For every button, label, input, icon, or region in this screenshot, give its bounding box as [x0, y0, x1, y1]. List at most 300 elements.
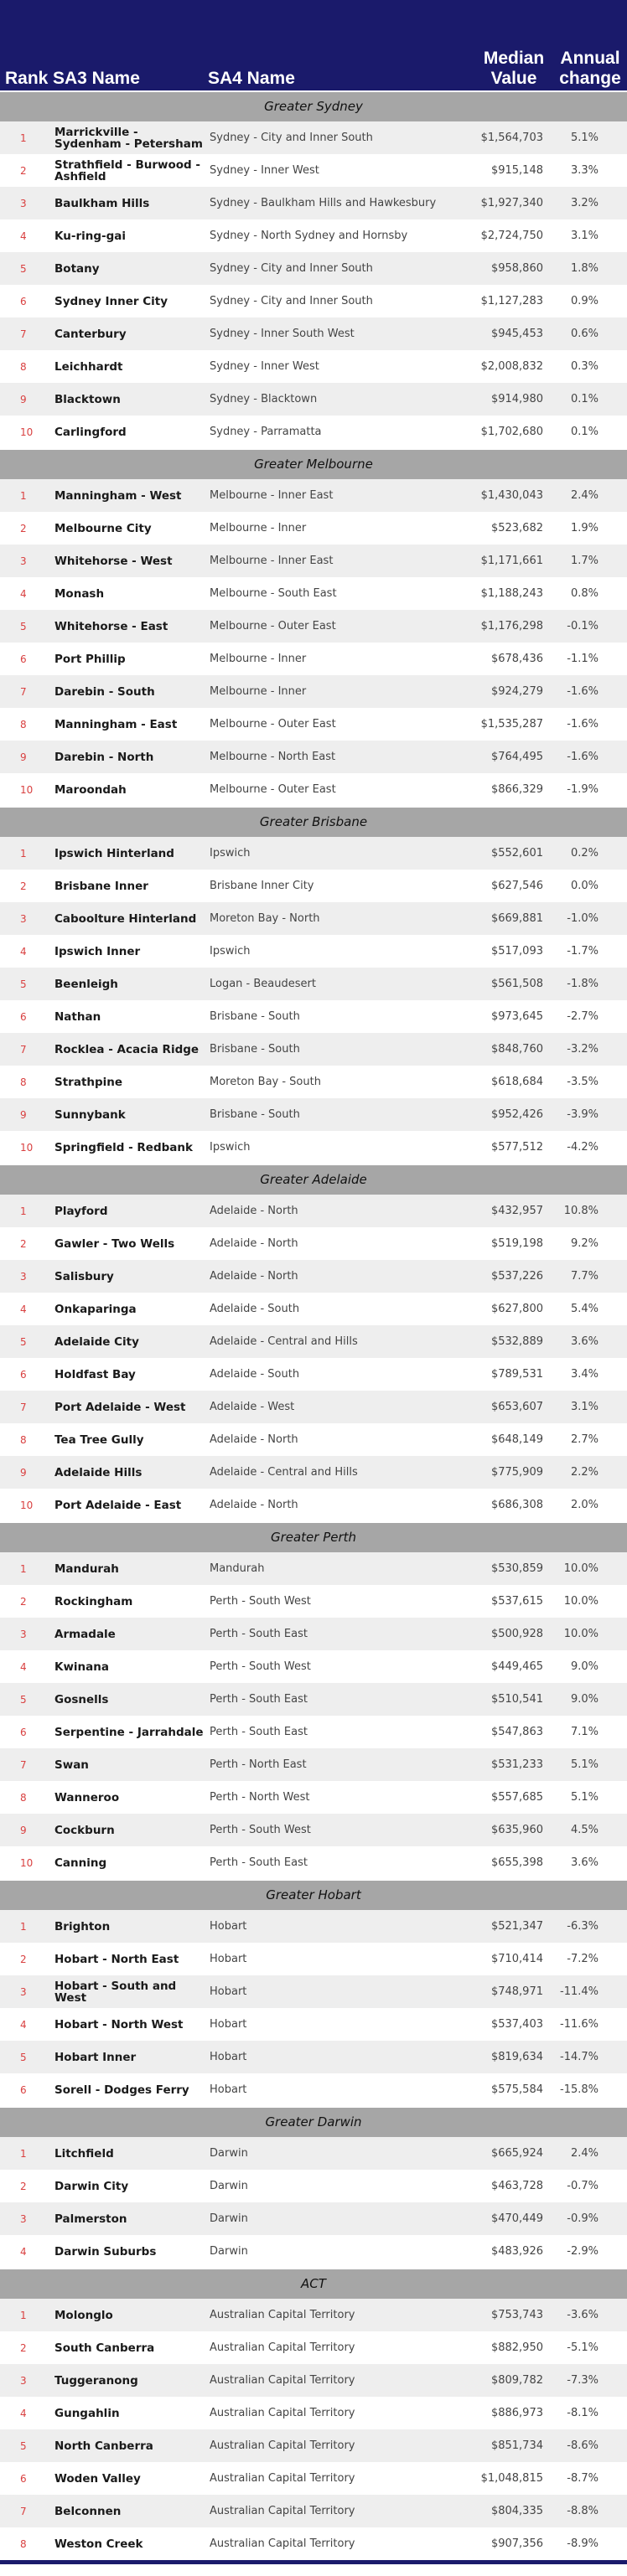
table-header	[0, 0, 627, 90]
rank-cell: 1	[20, 1562, 27, 1575]
sa4-name-cell: Melbourne - Inner	[210, 685, 307, 698]
annual-change-cell: -1.7%	[567, 945, 598, 958]
annual-change-cell: 2.0%	[570, 1499, 598, 1511]
rank-cell: 10	[20, 1499, 34, 1511]
sa4-name-cell: Hobart	[210, 2051, 247, 2063]
median-value-cell: $669,881	[490, 912, 543, 925]
sa3-name-cell: Carlingford	[54, 425, 127, 439]
annual-change-cell: 10.0%	[563, 1628, 598, 1640]
sa4-name-cell: Adelaide - North	[210, 1205, 298, 1217]
sa4-name-cell: Sydney - Blacktown	[210, 393, 318, 405]
annual-change-cell: -0.9%	[567, 2212, 598, 2225]
median-value-cell: $635,960	[490, 1824, 543, 1836]
rank-cell: 6	[20, 653, 27, 665]
sa3-name-cell: Blacktown	[54, 392, 121, 406]
annual-change-cell: -8.1%	[567, 2407, 598, 2419]
table-row	[0, 187, 627, 219]
header-annual-change	[553, 49, 627, 89]
median-value-cell: $924,279	[490, 685, 543, 698]
sa4-name-cell: Perth - North East	[210, 1758, 307, 1771]
table-row	[0, 2235, 627, 2268]
table-row	[0, 545, 627, 577]
median-value-cell: $1,188,243	[480, 587, 543, 600]
table-row	[0, 2137, 627, 2170]
median-value-cell: $557,685	[490, 1791, 543, 1804]
annual-change-cell: -11.6%	[560, 2018, 598, 2031]
annual-change-cell: 1.7%	[570, 555, 598, 567]
sa3-name-cell: Whitehorse - East	[54, 619, 168, 633]
rank-cell: 10	[20, 426, 34, 438]
sa4-name-cell: Moreton Bay - North	[210, 912, 320, 925]
header-sa4-name: SA4 Name	[208, 69, 295, 88]
sa3-name-cell: Hobart Inner	[54, 2050, 137, 2064]
median-value-cell: $432,957	[490, 1205, 543, 1217]
median-value-cell: $819,634	[490, 2051, 543, 2063]
sa4-name-cell: Ipswich	[210, 1141, 251, 1154]
annual-change-cell: -14.7%	[560, 2051, 598, 2063]
sa3-name-cell: Sorell - Dodges Ferry	[54, 2083, 189, 2097]
sa3-name-cell: Melbourne City	[54, 521, 152, 535]
sa4-name-cell: Adelaide - South	[210, 1368, 300, 1381]
rank-cell: 6	[20, 1010, 27, 1023]
table-row	[0, 1585, 627, 1618]
rank-cell: 3	[20, 555, 27, 567]
table-row	[0, 1489, 627, 1521]
rank-cell: 1	[20, 2309, 27, 2321]
rank-cell: 5	[20, 262, 27, 275]
median-value-cell: $537,226	[490, 1270, 543, 1283]
sa3-name-cell: Marrickville - Sydenham - Petersham	[54, 125, 203, 151]
annual-change-cell: 2.4%	[570, 2147, 598, 2160]
annual-change-cell: 5.1%	[570, 132, 598, 144]
annual-change-cell: -4.2%	[567, 1141, 598, 1154]
sa4-name-cell: Darwin	[210, 2147, 248, 2160]
rank-cell: 3	[20, 2374, 27, 2387]
median-value-cell: $500,928	[490, 1628, 543, 1640]
sa4-name-cell: Adelaide - North	[210, 1499, 298, 1511]
rank-cell: 7	[20, 328, 27, 340]
annual-change-cell: 9.2%	[570, 1237, 598, 1250]
annual-change-cell: -2.9%	[567, 2245, 598, 2258]
sa3-name-cell: Kwinana	[54, 1660, 110, 1674]
median-value-cell: $648,149	[490, 1433, 543, 1446]
rank-cell: 4	[20, 2245, 27, 2258]
sa4-name-cell: Australian Capital Territory	[210, 2374, 355, 2387]
median-value-cell: $665,924	[490, 2147, 543, 2160]
annual-change-cell: 2.4%	[570, 489, 598, 502]
annual-change-cell: 5.1%	[570, 1791, 598, 1804]
rank-cell: 5	[20, 2439, 27, 2452]
table-body	[0, 90, 627, 2560]
header-annual-line2: change	[559, 69, 621, 88]
rank-cell: 2	[20, 164, 27, 177]
median-value-cell: $561,508	[490, 978, 543, 990]
annual-change-cell: 7.7%	[570, 1270, 598, 1283]
sa4-name-cell: Adelaide - North	[210, 1237, 298, 1250]
rank-cell: 9	[20, 393, 27, 405]
sa3-name-cell: Darebin - South	[54, 684, 155, 699]
sa4-name-cell: Melbourne - Outer East	[210, 783, 336, 796]
sa4-name-cell: Perth - South West	[210, 1660, 311, 1673]
sa3-name-cell: Darwin Suburbs	[54, 2244, 157, 2259]
table-row	[0, 870, 627, 902]
rank-cell: 7	[20, 685, 27, 698]
rank-cell: 6	[20, 2472, 27, 2485]
sa4-name-cell: Melbourne - Outer East	[210, 718, 336, 730]
sa3-name-cell: Gungahlin	[54, 2406, 120, 2420]
sa3-name-cell: Whitehorse - West	[54, 554, 173, 568]
table-row	[0, 1910, 627, 1943]
table-row	[0, 1293, 627, 1325]
table-row	[0, 1260, 627, 1293]
annual-change-cell: 0.2%	[570, 847, 598, 860]
sa3-name-cell: Leichhardt	[54, 359, 123, 374]
sa3-name-cell: Salisbury	[54, 1269, 114, 1283]
rank-cell: 4	[20, 1303, 27, 1315]
table-row	[0, 479, 627, 512]
sa4-name-cell: Australian Capital Territory	[210, 2472, 355, 2485]
median-value-cell: $519,198	[490, 1237, 543, 1250]
median-value-cell: $547,863	[490, 1726, 543, 1738]
rank-cell: 4	[20, 230, 27, 242]
annual-change-cell: -2.7%	[567, 1010, 598, 1023]
table-row	[0, 708, 627, 741]
rank-cell: 1	[20, 847, 27, 860]
annual-change-cell: 3.1%	[570, 1401, 598, 1413]
sa4-name-cell: Australian Capital Territory	[210, 2309, 355, 2321]
median-value-cell: $1,564,703	[480, 132, 543, 144]
table-row	[0, 1227, 627, 1260]
sa4-name-cell: Sydney - Inner South West	[210, 328, 355, 340]
sa4-name-cell: Darwin	[210, 2212, 248, 2225]
annual-change-cell: 2.7%	[570, 1433, 598, 1446]
table-row	[0, 317, 627, 350]
rank-cell: 8	[20, 718, 27, 730]
median-value-cell: $1,702,680	[480, 426, 543, 438]
header-sa3-name: SA3 Name	[53, 69, 140, 88]
sa4-name-cell: Australian Capital Territory	[210, 2439, 355, 2452]
sa4-name-cell: Brisbane Inner City	[210, 880, 314, 892]
table-row	[0, 902, 627, 935]
rank-cell: 8	[20, 1791, 27, 1804]
table-row	[0, 1975, 627, 2008]
median-value-cell: $775,909	[490, 1466, 543, 1479]
sa3-name-cell: Ipswich Inner	[54, 944, 141, 958]
annual-change-cell: 0.9%	[570, 295, 598, 307]
median-value-cell: $764,495	[490, 751, 543, 763]
region-header: Greater Melbourne	[0, 448, 627, 479]
table-row	[0, 1325, 627, 1358]
sa4-name-cell: Brisbane - South	[210, 1010, 300, 1023]
table-row	[0, 2041, 627, 2073]
rank-cell: 1	[20, 132, 27, 144]
rank-cell: 3	[20, 1270, 27, 1283]
sa3-name-cell: Gawler - Two Wells	[54, 1236, 175, 1251]
sa4-name-cell: Hobart	[210, 1985, 247, 1998]
table-row	[0, 2299, 627, 2331]
rank-cell: 10	[20, 1141, 34, 1154]
sa4-name-cell: Sydney - Inner West	[210, 360, 319, 373]
sa3-name-cell: Holdfast Bay	[54, 1367, 136, 1381]
sa3-name-cell: Serpentine - Jarrahdale	[54, 1725, 204, 1739]
region-header: ACT	[0, 2268, 627, 2299]
rank-cell: 9	[20, 1466, 27, 1479]
region-header: Greater Sydney	[0, 90, 627, 121]
annual-change-cell: -1.8%	[567, 978, 598, 990]
median-value-cell: $973,645	[490, 1010, 543, 1023]
sa4-name-cell: Adelaide - Central and Hills	[210, 1466, 358, 1479]
sa4-name-cell: Melbourne - Inner East	[210, 489, 334, 502]
annual-change-cell: 2.2%	[570, 1466, 598, 1479]
sa3-name-cell: South Canberra	[54, 2341, 155, 2355]
sa3-name-cell: Darebin - North	[54, 750, 154, 764]
sa4-name-cell: Melbourne - South East	[210, 587, 337, 600]
median-value-cell: $886,973	[490, 2407, 543, 2419]
table-row	[0, 773, 627, 806]
median-value-cell: $537,615	[490, 1595, 543, 1608]
sa4-name-cell: Adelaide - West	[210, 1401, 295, 1413]
rank-cell: 2	[20, 522, 27, 534]
sa4-name-cell: Hobart	[210, 1920, 247, 1933]
annual-change-cell: 4.5%	[570, 1824, 598, 1836]
rank-cell: 3	[20, 1985, 27, 1998]
table-row	[0, 1846, 627, 1879]
sa4-name-cell: Sydney - Parramatta	[210, 426, 322, 438]
rank-cell: 7	[20, 1043, 27, 1056]
median-value-cell: $907,356	[490, 2537, 543, 2550]
sa3-name-cell: Adelaide Hills	[54, 1465, 142, 1479]
table-row	[0, 1066, 627, 1098]
annual-change-cell: 10.0%	[563, 1595, 598, 1608]
table-row	[0, 121, 627, 154]
rank-cell: 5	[20, 620, 27, 632]
rank-cell: 8	[20, 1076, 27, 1088]
sa3-name-cell: Cockburn	[54, 1823, 115, 1837]
annual-change-cell: -6.3%	[567, 1920, 598, 1933]
sa4-name-cell: Australian Capital Territory	[210, 2505, 355, 2517]
sa3-name-cell: Hobart - North East	[54, 1952, 179, 1966]
table-row	[0, 285, 627, 317]
rank-cell: 8	[20, 360, 27, 373]
sa3-name-cell: Tuggeranong	[54, 2373, 138, 2388]
sa3-name-cell: Onkaparinga	[54, 1302, 137, 1316]
sa4-name-cell: Sydney - City and Inner South	[210, 132, 373, 144]
sa4-name-cell: Adelaide - North	[210, 1270, 298, 1283]
sa3-name-cell: Litchfield	[54, 2146, 114, 2160]
rank-cell: 8	[20, 2537, 27, 2550]
table-row	[0, 1391, 627, 1423]
median-value-cell: $851,734	[490, 2439, 543, 2452]
sa3-name-cell: Beenleigh	[54, 977, 118, 991]
header-median-value	[474, 49, 554, 89]
sa4-name-cell: Adelaide - Central and Hills	[210, 1335, 358, 1348]
annual-change-cell: 1.8%	[570, 262, 598, 275]
annual-change-cell: -15.8%	[560, 2083, 598, 2096]
table-row	[0, 416, 627, 448]
sa3-name-cell: Botany	[54, 261, 100, 276]
rank-cell: 2	[20, 1953, 27, 1965]
rank-cell: 3	[20, 2212, 27, 2225]
table-row	[0, 643, 627, 675]
table-row	[0, 252, 627, 285]
sa3-name-cell: Nathan	[54, 1009, 101, 1024]
sa3-name-cell: Maroondah	[54, 782, 127, 797]
annual-change-cell: 5.1%	[570, 1758, 598, 1771]
table-row	[0, 512, 627, 545]
sa3-name-cell: Armadale	[54, 1627, 116, 1641]
table-row	[0, 2364, 627, 2397]
rank-cell: 5	[20, 1693, 27, 1706]
annual-change-cell: 0.1%	[570, 393, 598, 405]
sa3-name-cell: Baulkham Hills	[54, 196, 150, 210]
sa4-name-cell: Australian Capital Territory	[210, 2341, 355, 2354]
rank-cell: 1	[20, 489, 27, 502]
sa3-name-cell: Monash	[54, 586, 105, 601]
annual-change-cell: -1.6%	[567, 685, 598, 698]
median-value-cell: $521,347	[490, 1920, 543, 1933]
median-value-cell: $627,546	[490, 880, 543, 892]
sa4-name-cell: Sydney - Baulkham Hills and Hawkesbury	[210, 197, 437, 209]
annual-change-cell: -1.9%	[567, 783, 598, 796]
sa4-name-cell: Mandurah	[210, 1562, 265, 1575]
table-row	[0, 2429, 627, 2462]
rank-cell: 2	[20, 1595, 27, 1608]
median-value-cell: $1,048,815	[480, 2472, 543, 2485]
sa3-name-cell: Woden Valley	[54, 2471, 141, 2486]
sa3-name-cell: Port Adelaide - West	[54, 1400, 186, 1414]
sa4-name-cell: Perth - South East	[210, 1726, 308, 1738]
sa3-name-cell: Swan	[54, 1758, 89, 1772]
sa3-name-cell: Wanneroo	[54, 1790, 120, 1804]
table-row	[0, 1033, 627, 1066]
annual-change-cell: 0.8%	[570, 587, 598, 600]
region-header: Greater Perth	[0, 1521, 627, 1552]
sa3-name-cell: Rocklea - Acacia Ridge	[54, 1042, 200, 1056]
annual-change-cell: -8.6%	[567, 2439, 598, 2452]
median-value-cell: $882,950	[490, 2341, 543, 2354]
table-row	[0, 935, 627, 968]
median-value-cell: $1,535,287	[480, 718, 543, 730]
sa4-name-cell: Logan - Beaudesert	[210, 978, 316, 990]
rank-cell: 9	[20, 751, 27, 763]
annual-change-cell: -8.8%	[567, 2505, 598, 2517]
table-row	[0, 2462, 627, 2495]
median-value-cell: $1,127,283	[480, 295, 543, 307]
median-value-cell: $686,308	[490, 1499, 543, 1511]
sa4-name-cell: Darwin	[210, 2180, 248, 2192]
annual-change-cell: -1.6%	[567, 718, 598, 730]
sa4-name-cell: Melbourne - Inner East	[210, 555, 334, 567]
sa3-name-cell: Canterbury	[54, 327, 127, 341]
sa4-name-cell: Melbourne - Outer East	[210, 620, 336, 632]
annual-change-cell: 3.6%	[570, 1335, 598, 1348]
table-row	[0, 1000, 627, 1033]
table-row	[0, 1131, 627, 1164]
median-value-cell: $463,728	[490, 2180, 543, 2192]
median-value-cell: $532,889	[490, 1335, 543, 1348]
annual-change-cell: 10.8%	[563, 1205, 598, 1217]
rank-cell: 2	[20, 880, 27, 892]
rank-cell: 10	[20, 783, 34, 796]
median-value-cell: $449,465	[490, 1660, 543, 1673]
table-row	[0, 1358, 627, 1391]
sa4-name-cell: Perth - North West	[210, 1791, 310, 1804]
table-row	[0, 2527, 627, 2560]
rank-cell: 10	[20, 1856, 34, 1869]
table-row	[0, 1552, 627, 1585]
rank-cell: 4	[20, 2018, 27, 2031]
median-value-cell: $848,760	[490, 1043, 543, 1056]
annual-change-cell: 9.0%	[570, 1693, 598, 1706]
sa3-name-cell: Palmerston	[54, 2212, 127, 2226]
annual-change-cell: -3.9%	[567, 1108, 598, 1121]
rank-cell: 4	[20, 1660, 27, 1673]
annual-change-cell: 10.0%	[563, 1562, 598, 1575]
table-row	[0, 350, 627, 383]
bottom-bar	[0, 2560, 627, 2564]
sa3-name-cell: Mandurah	[54, 1562, 119, 1576]
median-value-cell: $483,926	[490, 2245, 543, 2258]
rank-cell: 1	[20, 2147, 27, 2160]
sa4-name-cell: Darwin	[210, 2245, 248, 2258]
region-header: Greater Brisbane	[0, 806, 627, 837]
table-row	[0, 1781, 627, 1814]
sa4-name-cell: Perth - South East	[210, 1693, 308, 1706]
rank-cell: 9	[20, 1824, 27, 1836]
rank-cell: 8	[20, 1433, 27, 1446]
sa4-name-cell: Perth - South West	[210, 1824, 311, 1836]
sa4-name-cell: Brisbane - South	[210, 1043, 300, 1056]
annual-change-cell: 0.6%	[570, 328, 598, 340]
rank-cell: 6	[20, 1368, 27, 1381]
sa3-name-cell: Port Adelaide - East	[54, 1498, 182, 1512]
sa4-name-cell: Sydney - North Sydney and Hornsby	[210, 230, 408, 242]
sa4-name-cell: Ipswich	[210, 945, 251, 958]
annual-change-cell: -1.6%	[567, 751, 598, 763]
median-value-cell: $914,980	[490, 393, 543, 405]
annual-change-cell: 3.1%	[570, 230, 598, 242]
sa4-name-cell: Moreton Bay - South	[210, 1076, 321, 1088]
sa3-name-cell: Springfield - Redbank	[54, 1140, 193, 1154]
rank-cell: 5	[20, 978, 27, 990]
sa3-name-cell: Weston Creek	[54, 2537, 143, 2551]
annual-change-cell: 0.3%	[570, 360, 598, 373]
median-value-cell: $1,430,043	[480, 489, 543, 502]
sa3-name-cell: Port Phillip	[54, 652, 126, 666]
median-value-cell: $2,724,750	[480, 230, 543, 242]
sa3-name-cell: Molonglo	[54, 2308, 113, 2322]
region-header: Greater Hobart	[0, 1879, 627, 1910]
median-value-cell: $618,684	[490, 1076, 543, 1088]
sa3-name-cell: Sydney Inner City	[54, 294, 168, 308]
table-row	[0, 1814, 627, 1846]
annual-change-cell: -3.2%	[567, 1043, 598, 1056]
sa3-name-cell: Ipswich Hinterland	[54, 846, 174, 860]
median-value-cell: $789,531	[490, 1368, 543, 1381]
sa3-name-cell: Hobart - South and West	[54, 1979, 177, 2005]
table-row	[0, 383, 627, 416]
annual-change-cell: -3.5%	[567, 1076, 598, 1088]
annual-change-cell: -11.4%	[560, 1985, 598, 1998]
median-value-cell: $710,414	[490, 1953, 543, 1965]
median-value-cell: $575,584	[490, 2083, 543, 2096]
sa3-name-cell: Sunnybank	[54, 1107, 126, 1122]
median-value-cell: $627,800	[490, 1303, 543, 1315]
sa4-name-cell: Sydney - City and Inner South	[210, 295, 373, 307]
table-row	[0, 1943, 627, 1975]
sa3-name-cell: Brisbane Inner	[54, 879, 148, 893]
sa4-name-cell: Melbourne - Inner	[210, 522, 307, 534]
